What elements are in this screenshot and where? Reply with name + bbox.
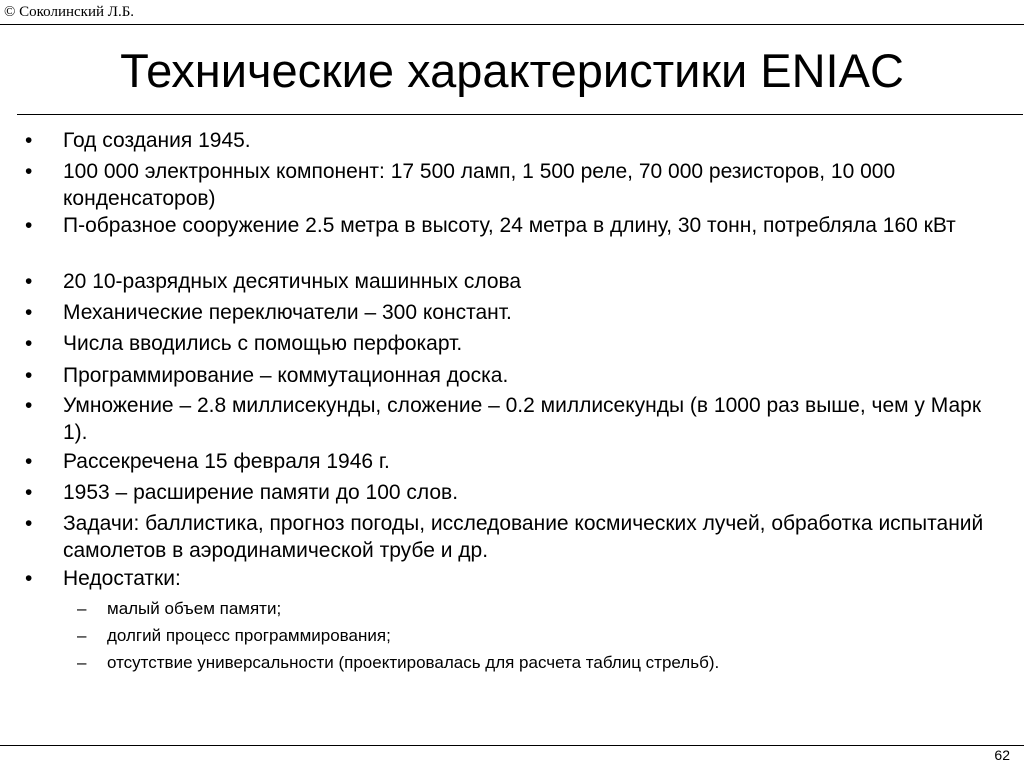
bullet-mark: • bbox=[25, 364, 33, 387]
list-item-text: Числа вводились с помощью перфокарт. bbox=[63, 332, 463, 355]
list-item-text: Рассекречена 15 февраля 1946 г. bbox=[63, 450, 390, 473]
list-item-text: Программирование – коммутационная доска. bbox=[63, 364, 509, 387]
slide-title: Технические характеристики ENIAC bbox=[120, 44, 904, 97]
bullet-mark: • bbox=[25, 481, 33, 504]
bullet-mark: • bbox=[25, 450, 33, 473]
dash-mark: – bbox=[77, 599, 87, 618]
sub-list-item-text: долгий процесс программирования; bbox=[107, 626, 391, 645]
list-item bbox=[25, 158, 985, 212]
list-item bbox=[25, 362, 985, 389]
sub-list-item bbox=[77, 625, 977, 647]
list-item-text: Умножение – 2.8 миллисекунды, сложение – 0.2 миллисекунды (в 1000 раз выше, чем у Марк 1). bbox=[63, 394, 982, 444]
copyright-label: © Соколинский Л.Б. bbox=[4, 4, 135, 20]
footer-divider bbox=[0, 745, 1024, 746]
list-item bbox=[25, 127, 985, 154]
list-item bbox=[25, 565, 985, 592]
list-item-text: 20 10-разрядных десятичных машинных слова bbox=[63, 270, 522, 293]
list-item-text: Год создания 1945. bbox=[63, 129, 251, 152]
bullet-mark: • bbox=[25, 512, 33, 535]
bullet-mark: • bbox=[25, 567, 33, 590]
list-item bbox=[25, 479, 985, 506]
list-item bbox=[25, 330, 985, 357]
list-item-text: Задачи: баллистика, прогноз погоды, исследование космических лучей, обработка испытаний самолетов в аэродинамической трубе и др. bbox=[63, 512, 984, 562]
sub-list-item-text: малый объем памяти; bbox=[107, 599, 282, 618]
list-item bbox=[25, 392, 985, 446]
bullet-mark: • bbox=[25, 394, 33, 417]
list-item bbox=[25, 510, 985, 564]
list-item bbox=[25, 299, 985, 326]
header-divider bbox=[0, 24, 1024, 25]
list-item bbox=[25, 212, 985, 239]
dash-mark: – bbox=[77, 626, 87, 645]
list-item bbox=[25, 268, 985, 295]
page-number: 62 bbox=[994, 747, 1010, 763]
sub-list-item-text: отсутствие универсальности (проектировалась для расчета таблиц стрельб). bbox=[107, 653, 720, 672]
list-item-text: 1953 – расширение памяти до 100 слов. bbox=[63, 481, 459, 504]
list-item bbox=[25, 448, 985, 475]
sub-list-item bbox=[77, 652, 977, 674]
bullet-mark: • bbox=[25, 332, 33, 355]
list-item-text: 100 000 электронных компонент: 17 500 ламп, 1 500 реле, 70 000 резисторов, 10 000 конденсаторов) bbox=[63, 160, 896, 210]
list-item-text: Недостатки: bbox=[63, 567, 181, 590]
list-item-text: Механические переключатели – 300 констант. bbox=[63, 301, 512, 324]
bullet-mark: • bbox=[25, 160, 33, 183]
dash-mark: – bbox=[77, 653, 87, 672]
bullet-mark: • bbox=[25, 129, 33, 152]
sub-list-item bbox=[77, 598, 977, 620]
bullet-mark: • bbox=[25, 301, 33, 324]
bullet-mark: • bbox=[25, 214, 33, 237]
bullet-mark: • bbox=[25, 270, 33, 293]
title-divider bbox=[17, 114, 1023, 115]
list-item-text: П-образное сооружение 2.5 метра в высоту, 24 метра в длину, 30 тонн, потребляла 160 кВт bbox=[63, 214, 956, 237]
